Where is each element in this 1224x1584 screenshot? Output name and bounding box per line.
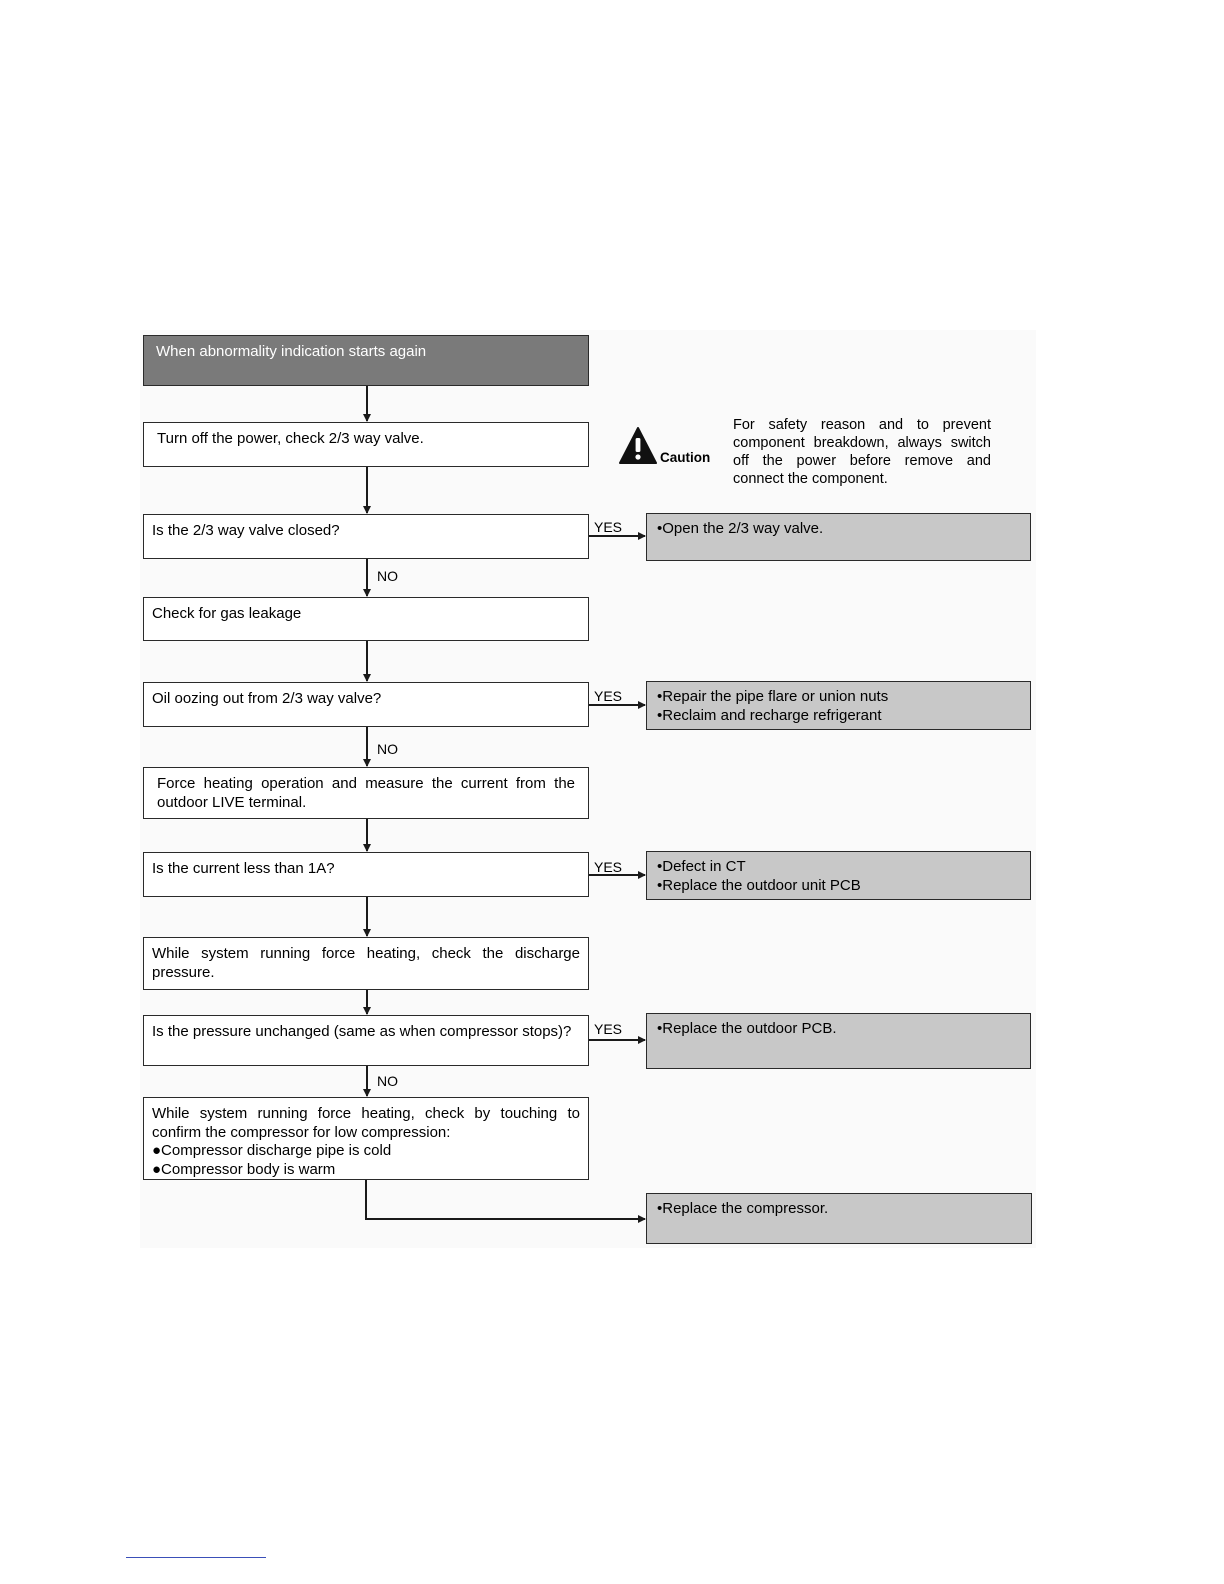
power-off-node: Turn off the power, check 2/3 way valve.	[143, 422, 589, 467]
no-label: NO	[377, 741, 398, 757]
force-heating-node: Force heating operation and measure the current from the outdoor LIVE terminal.	[143, 767, 589, 819]
yes-label: YES	[594, 688, 623, 704]
warning-triangle-icon	[618, 426, 658, 466]
footer-rule	[126, 1557, 266, 1558]
start-node: When abnormality indication starts again	[143, 335, 589, 386]
oil-oozing-decision: Oil oozing out from 2/3 way valve?	[143, 682, 589, 727]
current-check-decision: Is the current less than 1A?	[143, 852, 589, 897]
caution-label: Caution	[660, 450, 711, 465]
replace-pcb-action: •Replace the outdoor PCB.	[646, 1013, 1031, 1069]
no-label: NO	[377, 568, 398, 584]
repair-flare-action: •Repair the pipe flare or union nuts •Reclaim and recharge refrigerant	[646, 681, 1031, 730]
valve-closed-decision: Is the 2/3 way valve closed?	[143, 514, 589, 559]
gas-leak-node: Check for gas leakage	[143, 597, 589, 641]
yes-label: YES	[594, 1021, 623, 1037]
no-label: NO	[377, 1073, 398, 1089]
discharge-pressure-node: While system running force heating, check the discharge pressure.	[143, 937, 589, 990]
caution-badge	[618, 426, 718, 470]
pressure-unchanged-decision: Is the pressure unchanged (same as when compressor stops)?	[143, 1015, 589, 1066]
yes-label: YES	[594, 519, 623, 535]
low-compression-node	[143, 1097, 589, 1180]
yes-label: YES	[594, 859, 623, 875]
replace-compressor-action: •Replace the compressor.	[646, 1193, 1032, 1244]
low-compression-text: While system running force heating, check by touching to confirm the compressor for low compression:	[152, 1105, 585, 1141]
open-valve-action: •Open the 2/3 way valve.	[646, 513, 1031, 561]
defect-ct-action: •Defect in CT •Replace the outdoor unit PCB	[646, 851, 1031, 900]
caution-text: For safety reason and to prevent component breakdown, always switch off the power before remove and connect the component.	[733, 417, 991, 487]
low-compression-item: ●Compressor discharge pipe is cold	[152, 1142, 392, 1159]
low-compression-item: ●Compressor body is warm	[152, 1160, 336, 1178]
